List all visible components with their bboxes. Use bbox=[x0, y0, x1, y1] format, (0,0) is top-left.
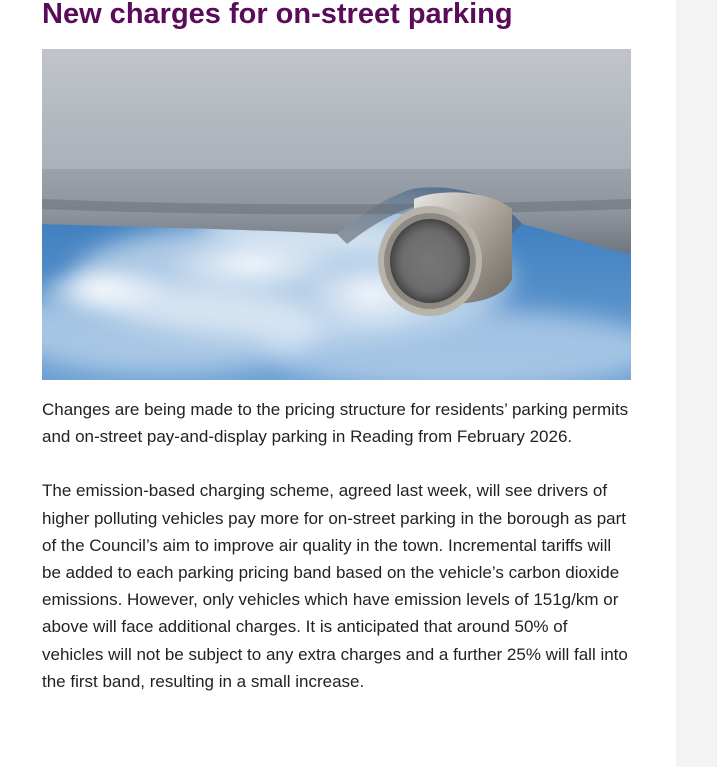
article bbox=[42, 0, 631, 691]
article-body bbox=[42, 396, 631, 722]
intro-paragraph: Changes are being made to the pricing structure for residents’ parking permits and on-street pay-and-display parking in Reading from February 2026. bbox=[42, 400, 629, 447]
details-paragraph: The emission-based charging scheme, agreed last week, will see drivers of higher polluting vehicles pay more for on-street parking in the borough as part of the Council’s aim to improve air quality in the town. Incremental tariffs will be added to each parking pricing band based on the vehicle’s carbon dioxide emissions. However, only vehicles which have emission levels of 151g/km or above will face additional charges. It is anticipated that around 50% of vehicles will not be subject to any extra charges and a further 25% will fall into the first band, resulting in a small increase. bbox=[42, 481, 628, 691]
article-title: New charges for on-street parking bbox=[42, 0, 513, 30]
side-panel bbox=[676, 0, 717, 767]
exhaust-pipe-photo bbox=[42, 49, 631, 380]
